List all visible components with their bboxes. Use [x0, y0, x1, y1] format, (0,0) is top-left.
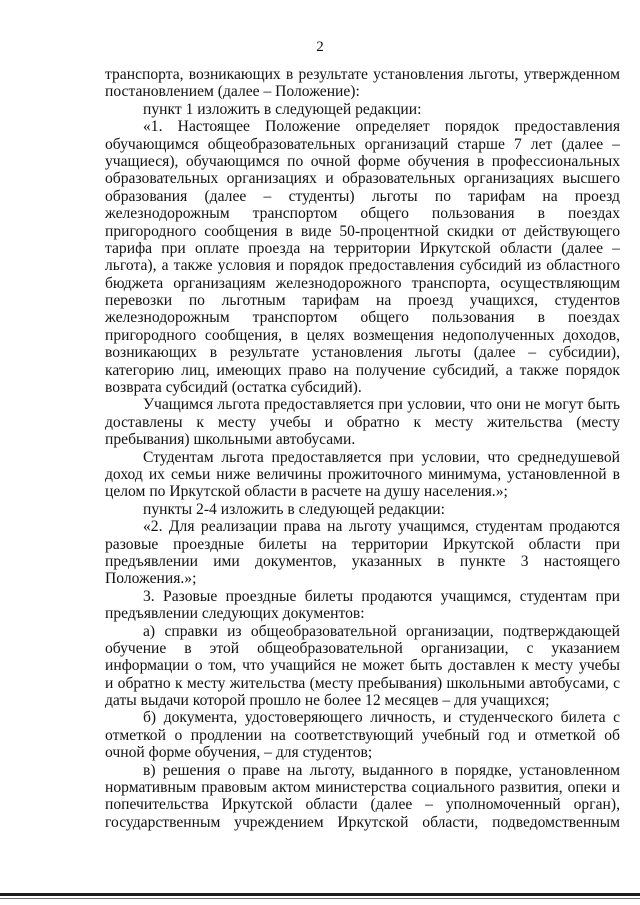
text-line: доставлены к месту учебы и обратно к месту жительства (месту	[105, 413, 620, 431]
text-line: постановлением (далее – Положение):	[105, 83, 360, 101]
text-line: Учащимся льгота предоставляется при условии, что они не могут быть	[143, 396, 620, 414]
bottom-border	[0, 893, 640, 896]
text-line: пункты 2-4 изложить в следующей редакции:	[143, 500, 445, 518]
text-line: льгота), а также условия и порядок предоставления субсидий из областного	[105, 257, 620, 275]
text-line: б) документа, удостоверяющего личность, и студенческого билета с	[143, 709, 620, 727]
text-line: обучающимся общеобразовательных организаций старше 7 лет (далее –	[105, 135, 620, 153]
text-line: доход их семьи ниже величины прожиточного минимума, установленной в	[105, 465, 620, 483]
text-line: и обратно к месту жительства (месту пребывания) школьными автобусами, с	[105, 674, 620, 692]
text-line: пункт 1 изложить в следующей редакции:	[143, 100, 422, 118]
text-line: категорию лиц, имеющих право на получение субсидий, а также порядок	[105, 361, 620, 379]
text-line: даты выдачи которой прошло не более 12 месяцев – для учащихся;	[105, 692, 550, 710]
text-line: пригородного сообщения, в целях возмещения недополученных доходов,	[105, 326, 620, 344]
text-line: возврата субсидий (остатка субсидий).	[105, 379, 362, 397]
text-line: в) решения о праве на льготу, выданного в порядке, установленном	[143, 761, 620, 779]
text-line: государственным учреждением Иркутской области, подведомственным	[105, 813, 620, 831]
text-line: 3. Разовые проездные билеты продаются учащимся, студентам при	[143, 587, 620, 605]
text-line: предъявлении ими документов, указанных в пункте 3 настоящего	[105, 552, 620, 570]
text-line: попечительства Иркутской области (далее – уполномоченный орган),	[105, 796, 620, 814]
text-line: пригородного сообщения в виде 50-процентной скидки от действующего	[105, 222, 620, 240]
text-line: целом по Иркутской области в расчете на душу населения.»;	[105, 483, 508, 501]
text-line: очной форме обучения, – для студентов;	[105, 744, 373, 762]
document-body	[105, 66, 620, 831]
page-number: 2	[316, 39, 324, 55]
text-line: а) справки из общеобразовательной организации, подтверждающей	[143, 622, 620, 640]
text-line: железнодорожным транспортом общего пользования в поездах	[105, 205, 620, 223]
text-line: Положения.»;	[105, 570, 197, 588]
text-line: возникающих в результате установления льготы (далее – субсидии),	[105, 344, 620, 362]
text-line: «1. Настоящее Положение определяет порядок предоставления	[143, 118, 620, 136]
text-line: транспорта, возникающих в результате установления льготы, утвержденном	[105, 66, 620, 83]
text-line: перевозки по льготным тарифам на проезд учащихся, студентов	[105, 292, 620, 310]
bottom-border-thin	[0, 898, 640, 899]
text-line: отметкой о продлении на соответствующий учебный год и отметкой об	[105, 726, 620, 744]
text-line: железнодорожным транспортом общего пользования в поездах	[105, 309, 620, 327]
text-line: информации о том, что учащийся не может быть доставлен к месту учебы	[105, 657, 620, 675]
text-line: Студентам льгота предоставляется при условии, что среднедушевой	[143, 448, 620, 466]
text-line: образовательных организациях и образовательных организациях высшего	[105, 170, 620, 188]
text-line: «2. Для реализации права на льготу учащимся, студентам продаются	[143, 518, 620, 536]
text-line: образования (далее – студенты) льготы по тарифам на проезд	[105, 187, 620, 205]
text-line: учащиеся), обучающимся по очной форме обучения в профессиональных	[105, 152, 620, 170]
text-line: обучение в этой общеобразовательной организации, с указанием	[105, 639, 620, 657]
text-line: предъявлении следующих документов:	[105, 605, 365, 623]
text-line: нормативным правовым актом министерства социального развития, опеки и	[105, 779, 620, 797]
text-line: тарифа при оплате проезда на территории Иркутской области (далее –	[105, 239, 620, 257]
text-line: разовые проездные билеты на территории Иркутской области при	[105, 535, 620, 553]
text-line: пребывания) школьными автобусами.	[105, 431, 356, 449]
text-line: бюджета организациям железнодорожного транспорта, осуществляющим	[105, 274, 620, 292]
